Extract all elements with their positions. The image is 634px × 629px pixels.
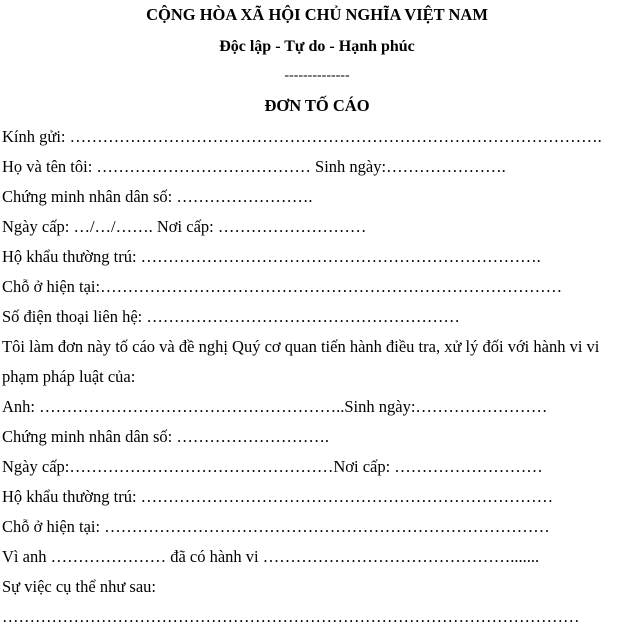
facts-blank-line: ……………………………………………………………………………………………	[2, 607, 580, 626]
accuser-phone-line: Số điện thoại liên hệ: …………………………………………………	[2, 307, 460, 326]
accuser-name-line: Họ và tên tôi: ………………………………… Sinh ngày:………………….	[2, 157, 506, 176]
request-paragraph-line-1: Tôi làm đơn này tố cáo và đề nghị Quý cơ quan tiến hành điều tra, xử lý đối với hành vi vi	[2, 337, 600, 356]
accuser-issue-line: Ngày cấp: …/…/……. Nơi cấp: ………………………	[2, 217, 367, 236]
country-heading: CỘNG HÒA XÃ HỘI CHỦ NGHĨA VIỆT NAM	[146, 5, 488, 24]
facts-heading-line: Sự việc cụ thể như sau:	[2, 577, 156, 596]
accused-address-line: Chỗ ở hiện tại: ………………………………………………………………………	[2, 517, 550, 536]
accused-behavior-line: Vì anh ………………… đã có hành vi ……………………………………….......	[2, 547, 540, 566]
accuser-residence-line: Hộ khẩu thường trú: ……………………………………………………………….	[2, 247, 541, 266]
separator-line: --------------	[284, 68, 350, 83]
accuser-id-line: Chứng minh nhân dân số: …………………….	[2, 187, 313, 206]
recipient-line: Kính gửi: …………………………………………………………………………………….	[2, 127, 602, 146]
accused-id-line: Chứng minh nhân dân số: ……………………….	[2, 427, 330, 446]
accuser-address-line: Chỗ ở hiện tại:…………………………………………………………………………	[2, 277, 563, 296]
motto-heading: Độc lập - Tự do - Hạnh phúc	[219, 38, 415, 55]
accused-residence-line: Hộ khẩu thường trú: …………………………………………………………………	[2, 487, 554, 506]
request-paragraph-line-2: phạm pháp luật của:	[2, 367, 136, 386]
accused-name-line: Anh: ………………………………………………..Sinh ngày:……………………	[2, 397, 548, 416]
accused-issue-line: Ngày cấp:…………………………………………Nơi cấp: ………………………	[2, 457, 543, 476]
document-title: ĐƠN TỐ CÁO	[264, 96, 370, 115]
